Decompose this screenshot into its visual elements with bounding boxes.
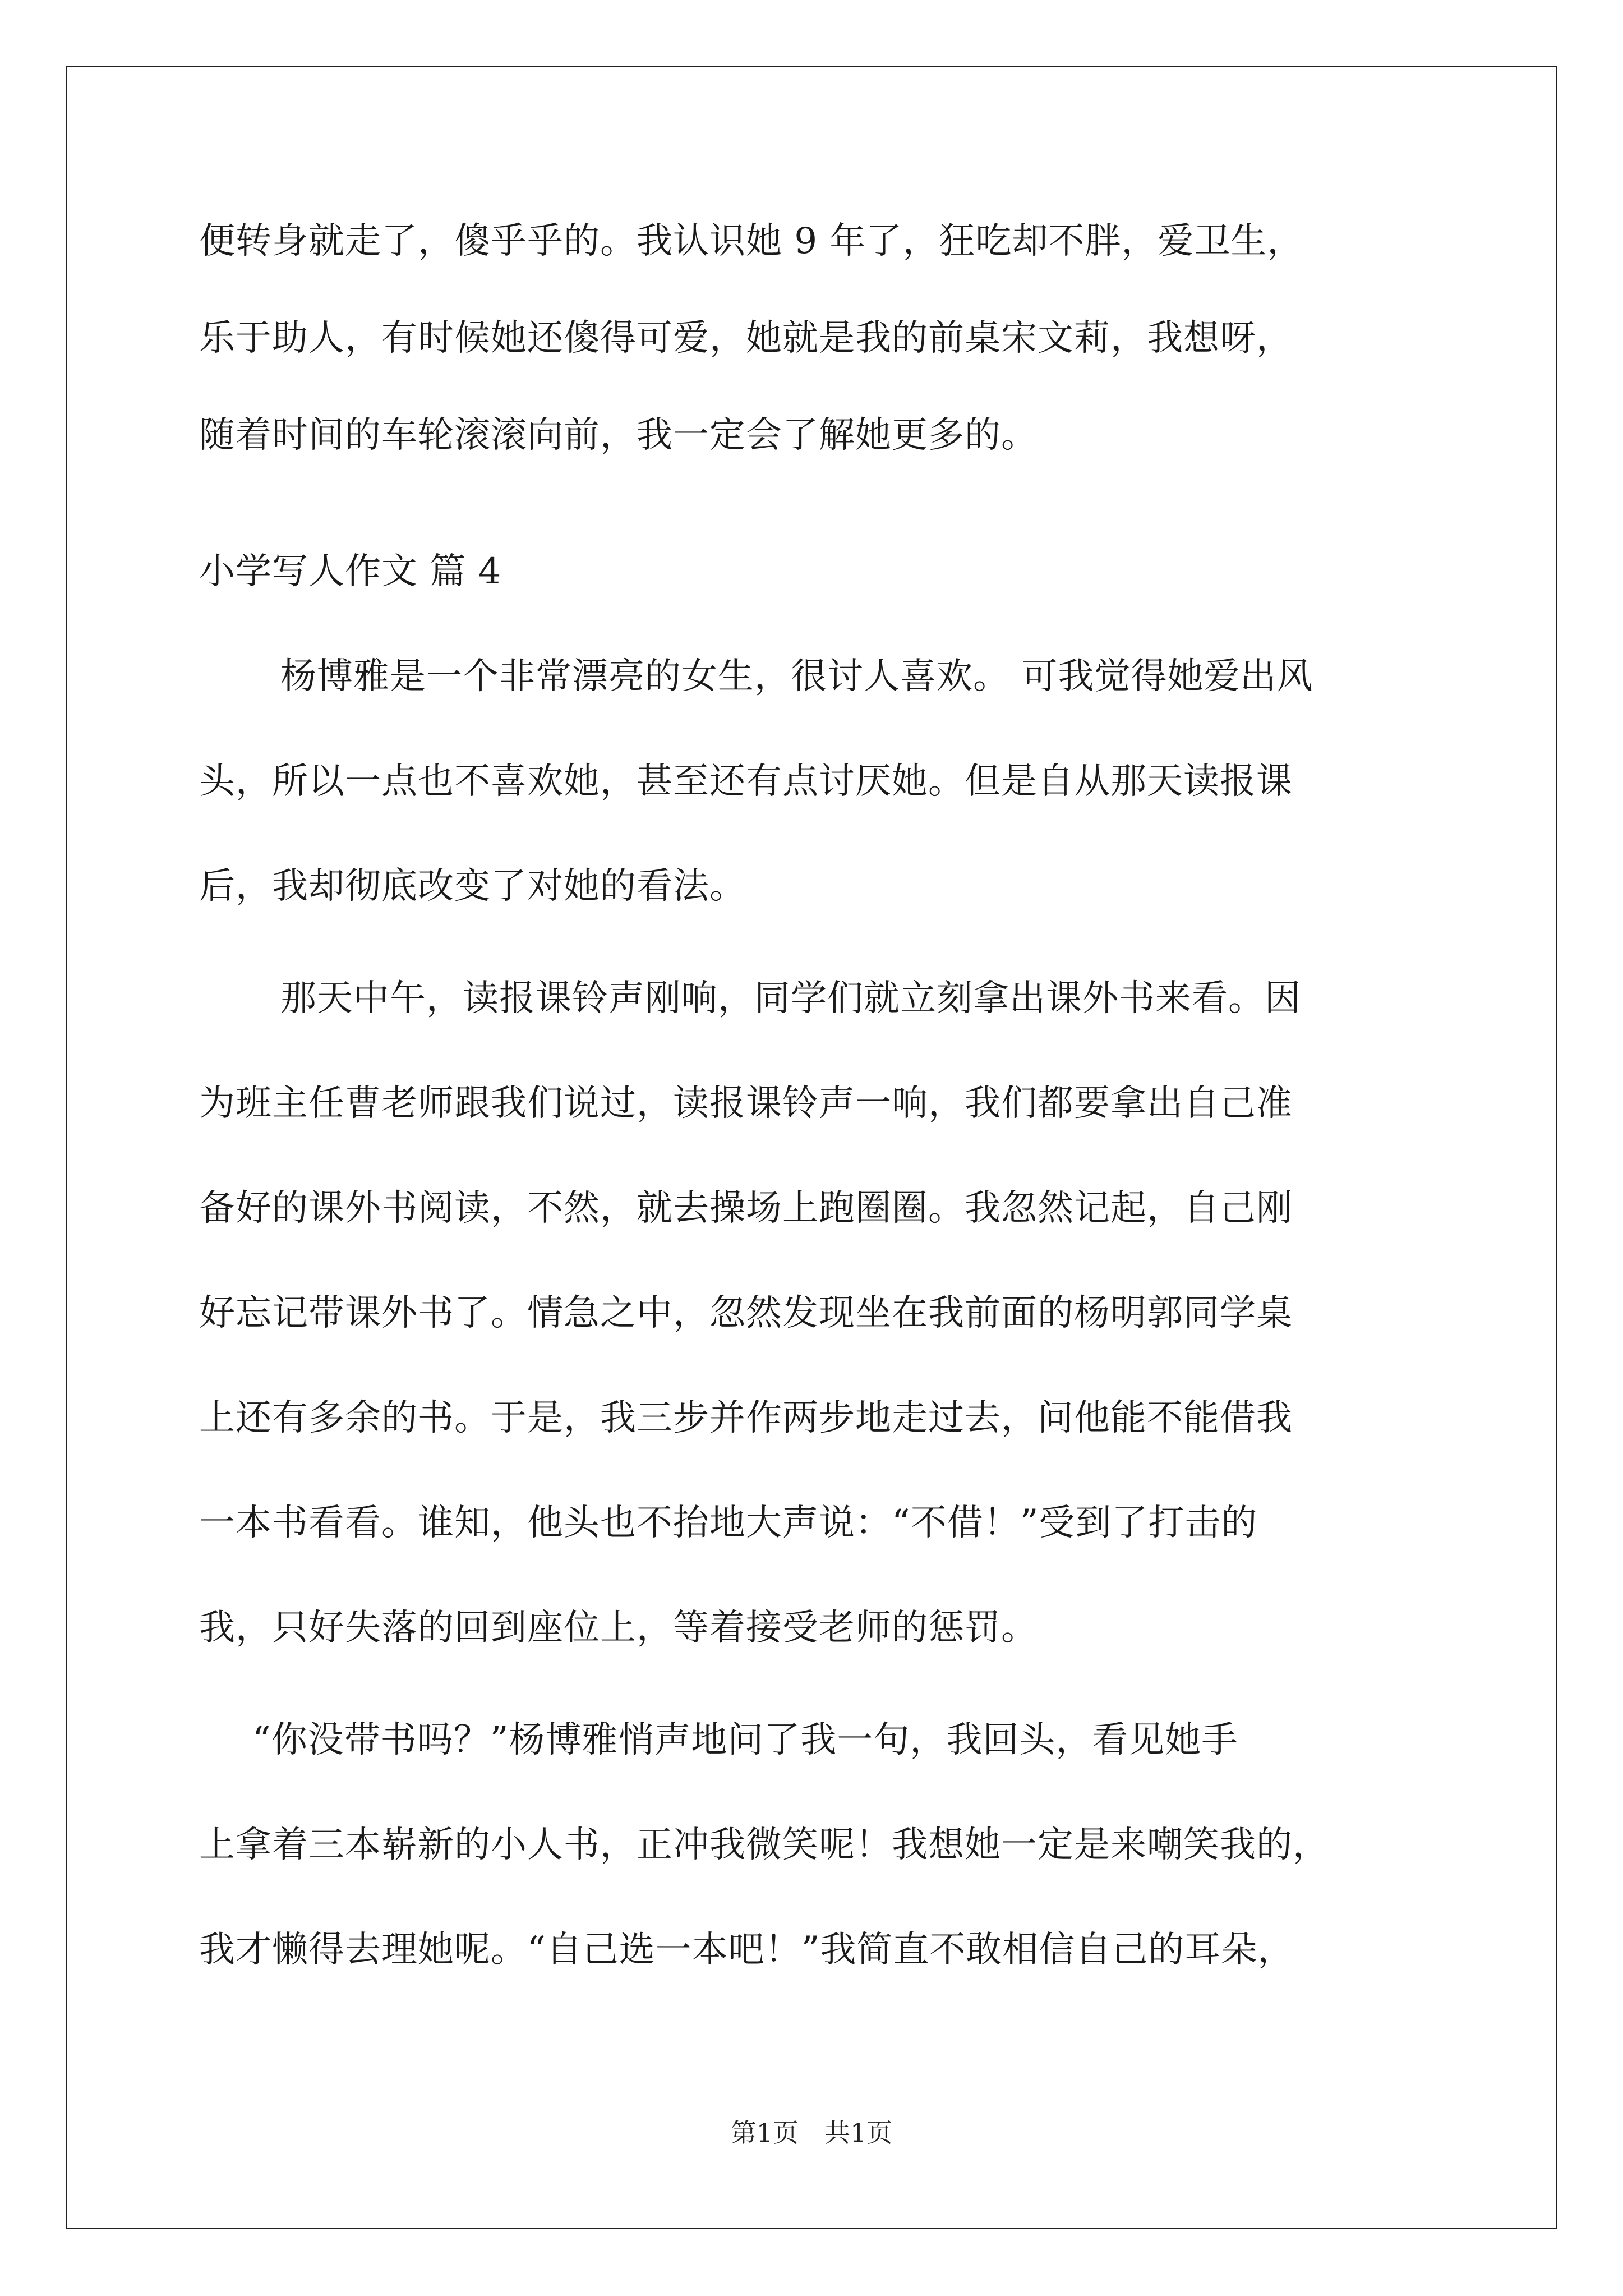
body-line-10: 备好的课外书阅读，不然，就去操场上跑圈圈。我忽然记起，自己刚 (199, 1188, 1293, 1229)
body-line-1: 便转身就走了，傻乎乎的。我认识她 9 年了，狂吃却不胖，爱卫生， (199, 220, 1304, 262)
section-heading: 小学写人作文 篇 4 (199, 551, 502, 592)
body-line-13: 一本书看看。谁知，他头也不抬地大声说：“不借！”受到了打击的 (199, 1502, 1258, 1544)
body-line-7: 后，我却彻底改变了对她的看法。 (199, 866, 746, 907)
page-border (66, 66, 1557, 2229)
body-line-14: 我，只好失落的回到座位上，等着接受老师的惩罚。 (199, 1607, 1038, 1649)
body-line-9: 为班主任曹老师跟我们说过，读报课铃声一响，我们都要拿出自己准 (199, 1083, 1293, 1124)
body-line-3: 随着时间的车轮滚滚向前，我一定会了解她更多的。 (199, 415, 1038, 456)
body-line-16: 上拿着三本崭新的小人书，正冲我微笑呢！我想她一定是来嘲笑我的， (199, 1824, 1329, 1866)
body-line-12: 上还有多余的书。于是，我三步并作两步地走过去，问他能不能借我 (199, 1397, 1293, 1439)
body-line-11: 好忘记带课外书了。情急之中，忽然发现坐在我前面的杨明郭同学桌 (199, 1292, 1293, 1334)
body-line-8: 那天中午，读报课铃声刚响，同学们就立刻拿出课外书来看。因 (280, 978, 1301, 1019)
body-line-5: 杨博雅是一个非常漂亮的女生，很讨人喜欢。 可我觉得她爱出风 (280, 656, 1313, 697)
page-footer: 第1页 共1页 (730, 2118, 893, 2148)
body-line-2: 乐于助人，有时候她还傻得可爱，她就是我的前桌宋文莉，我想呀， (199, 318, 1293, 359)
body-line-17: 我才懒得去理她呢。“自己选一本吧！”我简直不敢相信自己的耳朵， (199, 1929, 1294, 1971)
body-line-15: “你没带书吗？”杨博雅悄声地问了我一句，我回头，看见她手 (252, 1719, 1238, 1761)
body-line-6: 头，所以一点也不喜欢她，甚至还有点讨厌她。但是自从那天读报课 (199, 761, 1293, 802)
